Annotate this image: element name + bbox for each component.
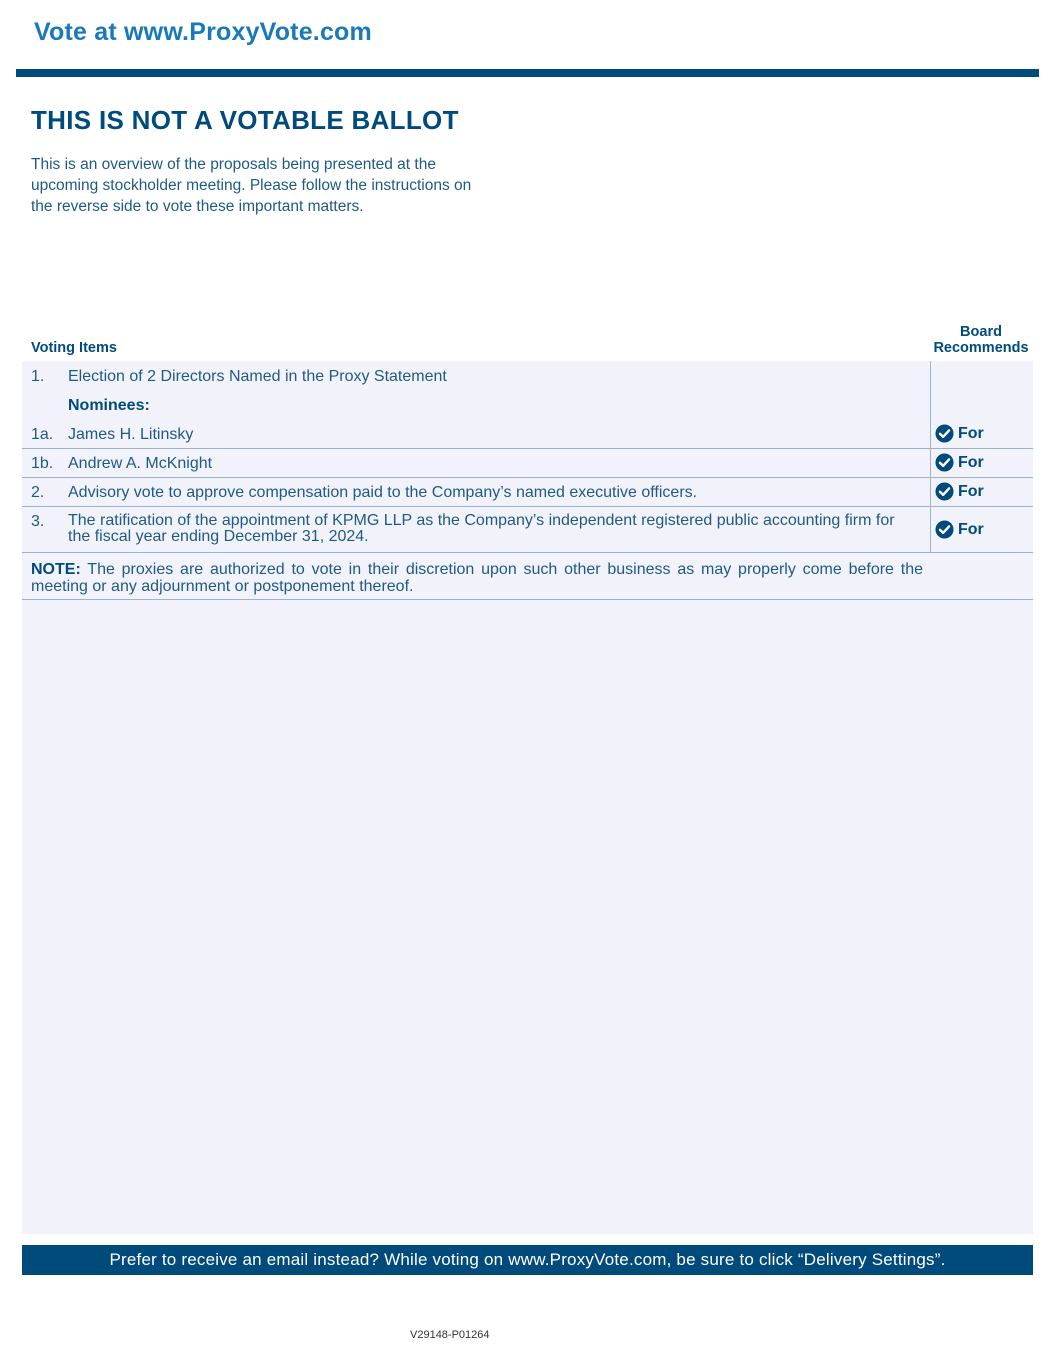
item-number: 1b.: [31, 455, 54, 472]
row-divider: [22, 599, 1033, 600]
item-text-line: The ratification of the appointment of KPMG LLP as the Company’s independent registered public accounting firm for: [68, 512, 895, 529]
intro-line: upcoming stockholder meeting. Please follow the instructions on: [31, 177, 472, 194]
nominee-name: James H. Litinsky: [68, 426, 194, 443]
row-divider: [22, 506, 1033, 507]
intro-line: This is an overview of the proposals being presented at the: [31, 156, 436, 173]
note-text: [31, 561, 923, 595]
note-body: The proxies are authorized to vote in their discretion upon such other business as may properly come before the meeting or any adjournment or postponement thereof.: [31, 561, 923, 595]
recommendation-label: For: [958, 453, 984, 471]
item-text: Election of 2 Directors Named in the Proxy Statement: [68, 368, 447, 385]
header-site-title: Vote at www.ProxyVote.com: [34, 18, 372, 46]
check-circle-icon: [935, 453, 954, 472]
check-circle-icon: [935, 424, 954, 443]
intro-line: the reverse side to vote these important matters.: [31, 198, 364, 215]
item-number: 3.: [31, 513, 45, 530]
board-recommendation: [935, 520, 984, 539]
nominee-name: Andrew A. McKnight: [68, 455, 213, 472]
board-recommendation: [935, 453, 984, 472]
item-number: 1.: [31, 368, 45, 385]
nominees-label: Nominees:: [68, 397, 150, 414]
column-header-line: Board: [960, 324, 1002, 340]
row-divider: [22, 448, 1033, 449]
item-text-line: the fiscal year ending December 31, 2024.: [68, 528, 369, 545]
column-header-line: Recommends: [933, 340, 1029, 356]
row-divider: [22, 477, 1033, 478]
board-recommendation: [935, 482, 984, 501]
item-number: 1a.: [31, 426, 54, 443]
column-header-voting-items: Voting Items: [31, 340, 117, 356]
check-circle-icon: [935, 520, 954, 539]
document-code: V29148-P01264: [410, 1329, 490, 1341]
recommendation-label: For: [958, 482, 984, 500]
intro-text: [31, 154, 526, 217]
row-divider: [22, 552, 1033, 553]
recommendation-label: For: [958, 424, 984, 442]
check-circle-icon: [935, 482, 954, 501]
item-text: [68, 513, 926, 545]
board-recommendation: [935, 424, 984, 443]
column-divider: [930, 361, 931, 552]
page-title: THIS IS NOT A VOTABLE BALLOT: [31, 105, 459, 135]
note-label: NOTE:: [31, 561, 81, 578]
column-header-board-recommends: [930, 324, 1032, 356]
header-divider: [16, 69, 1039, 77]
recommendation-label: For: [958, 520, 984, 538]
item-text: Advisory vote to approve compensation paid to the Company’s named executive officers.: [68, 484, 698, 501]
item-number: 2.: [31, 484, 45, 501]
email-delivery-banner: Prefer to receive an email instead? While voting on www.ProxyVote.com, be sure to click “Delivery Settings”.: [22, 1245, 1033, 1275]
